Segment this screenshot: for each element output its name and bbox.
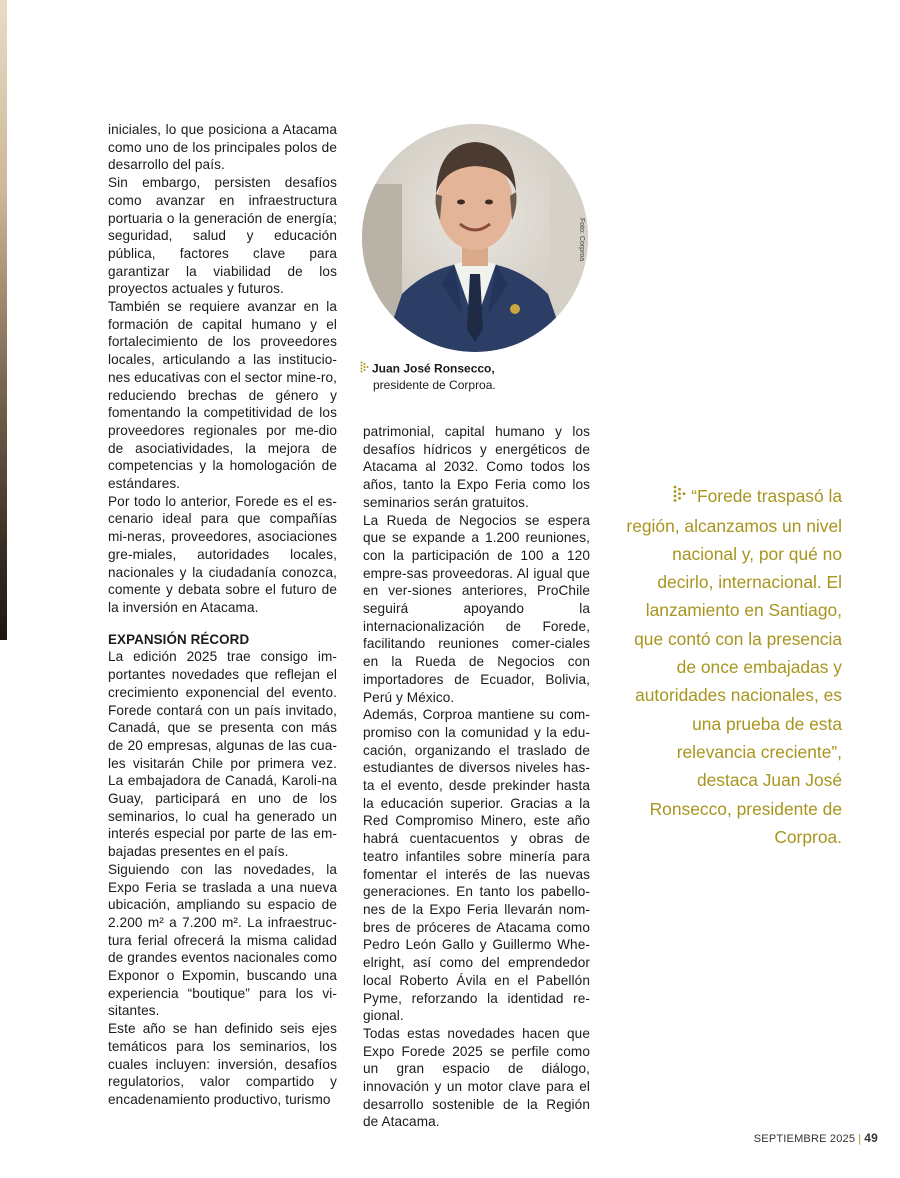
pull-quote-text: “Forede traspasó la región, alcanzamos un nivel nacional y, por qué no decirlo, internacional. El lanzamiento en Santiago, que contó con la presencia de once embajadas y autoridades nacionales, es una prueba de esta relevancia creciente”, destaca Juan José Ronsecco, presidente de Corproa. [626,486,842,847]
paragraph: La Rueda de Negocios se espera que se expande a 1.200 reuniones, con la participación de 100 a 120 empre-sas proveedoras. Al igual que en ver-siones anteriores, ProChile seguirá apoyando la internacionalización de Forede, facilitando reuniones comer-ciales en la Rueda de Negocios con importadores de Ecuador, Bolivia, Perú y México. [363,512,590,705]
dot-grid-icon [360,361,370,378]
page-footer [754,1131,878,1145]
paragraph: Por todo lo anterior, Forede es el es-cenario ideal para que compañías mi-neras, proveedores, asociaciones gre-miales, autoridades locales, nacionales y la ciudadanía conozca, comente y debata sobre el futuro de la inversión en Atacama. [108,493,337,615]
paragraph: Además, Corproa mantiene su com-promiso con la comunidad y la edu-cación, organizando el traslado de estudiantes de diversos niveles has-ta el evento, desde prekinder hasta la educación superior. Gracias a la Red Compromiso Minero, este año habrá cuentacuentos y obras de teatro infantiles sobre minería para fomentar el interés de las nuevas generaciones. En tanto los pabello-nes de la Expo Feria llevarán nom-bres de próceres de Atacama como Pedro León Gallo y Guillermo Whe-elright, así como del emprendedor local Roberto Ávila en el Pabellón Pyme, reforzando la identidad re-gional. [363,707,590,1024]
dot-grid-icon [673,483,687,511]
page-number: 49 [864,1131,878,1145]
paragraph: La edición 2025 trae consigo im-portantes novedades que reflejan el crecimiento exponencial del evento. Forede contará con un país invitado, Canadá, que se presenta con más de 20 empresas, algunas de las cua-les visitarán Chile por primera vez. La embajadora de Canadá, Karoli-na Guay, participará en uno de los seminarios, lo cual ha generado un interés especial por parte de las em-bajadas presentes en el país. [108,649,337,860]
left-edge-image-strip [0,0,7,640]
article-column-middle [363,423,590,1131]
paragraph: Todas estas novedades hacen que Expo Forede 2025 se perfile como un gran espacio de diálogo, innovación y un motor clave para el desarrollo sostenible de la Región de Atacama. [363,1025,590,1130]
section-subheading: EXPANSIÓN RÉCORD [108,631,250,647]
paragraph: Este año se han definido seis ejes temáticos para los seminarios, los cuales incluyen: inversión, desafíos regulatorios, valor compartido y encadenamiento productivo, turismo [108,1021,337,1107]
article-column-left [108,121,337,1109]
paragraph: Sin embargo, persisten desafíos como avanzar en infraestructura portuaria o la generación de energía; seguridad, salud y educación pública, factores clave para garantizar la viabilidad de los proyectos actuales y futuros. [108,175,337,297]
portrait-photo [362,124,588,352]
paragraph: También se requiere avanzar en la formación de capital humano y el fortalecimiento de los proveedores locales, articulando a las institucio-nes educativas con el sector mine-ro, reduciendo brechas de género y fomentando la competitividad de los proveedores regionales por me-dio de asociatividades, la mejora de competencias y la homologación de estándares. [108,299,337,492]
pull-quote [618,482,842,851]
paragraph: iniciales, lo que posiciona a Atacama como uno de los principales polos de desarrollo del país. [108,122,337,173]
paragraph: Siguiendo con las novedades, la Expo Feria se traslada a una nueva ubicación, ampliando su espacio de 2.200 m² a 7.200 m². La infraestruc-tura ferial ofrecerá la misma calidad de grandes eventos nacionales como Exponor o Expomin, buscando una experiencia “boutique” para los vi-sitantes. [108,861,337,1019]
footer-separator: | [858,1133,862,1145]
footer-month: SEPTIEMBRE 2025 [753,1133,856,1145]
photo-credit: Foto: Corproa [578,218,585,262]
caption-name: Juan José Ronsecco, [372,361,495,376]
caption-role: presidente de Corproa. [373,377,496,392]
portrait-illustration [362,124,588,352]
photo-caption [360,361,550,393]
paragraph: patrimonial, capital humano y los desafíos hídricos y energéticos de Atacama al 2032. Como todos los años, tanto la Expo Feria como los seminarios serán gratuitos. [363,424,590,510]
